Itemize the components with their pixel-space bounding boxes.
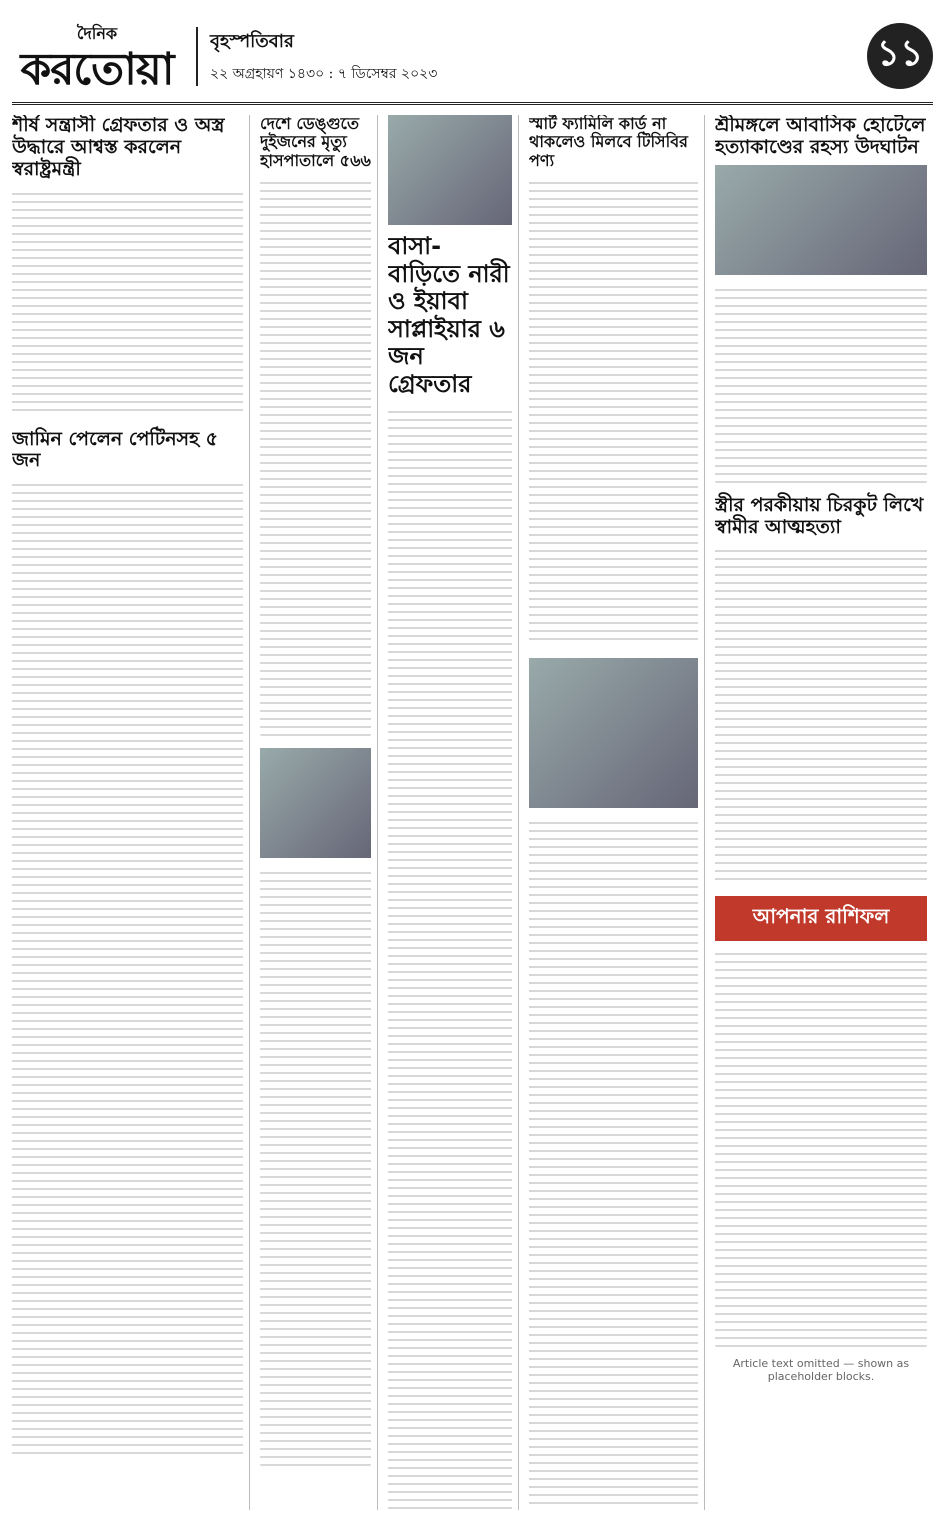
story [715, 495, 927, 885]
story-headline: জামিন পেলেন পেটিনসহ ৫ জন [12, 427, 219, 472]
story-headline: স্মার্ট ফ্যামিলি কার্ড না থাকলেও মিলবে টিসিবির পণ্য [529, 115, 688, 170]
story [388, 233, 512, 1510]
portrait-photo [715, 165, 927, 275]
masthead [12, 10, 933, 105]
story-body-placeholder [260, 866, 371, 1466]
story-body-placeholder [12, 187, 243, 417]
story-headline: শীর্ষ সন্ত্রাসী গ্রেফতার ও অস্ত্র উদ্ধারে আশ্বস্ত করলেন স্বরাষ্ট্রমন্ত্রী [12, 115, 225, 180]
story-body-placeholder [529, 176, 698, 646]
story-headline: দেশে ডেঙ্গুতে দুইজনের মৃত্যু হাসপাতালে ৫৬৬ [260, 115, 371, 170]
story [715, 115, 927, 483]
story-body-placeholder [529, 816, 698, 1510]
suspects-photo-strip [388, 115, 512, 225]
story-headline: বাসা-বাড়িতে নারী ও ইয়াবা সাপ্লাইয়ার ৬ জন গ্রেফতার [388, 232, 510, 398]
content-columns [12, 115, 933, 1510]
logo-small-text: দৈনিক [76, 23, 118, 43]
seized-goods-photo [529, 658, 698, 808]
newspaper-logo [12, 21, 182, 95]
story [12, 429, 243, 1459]
column-5 [715, 115, 933, 1510]
column-4 [529, 115, 705, 1510]
omission-note: Article text omitted — shown as placeholder blocks. [732, 1357, 910, 1384]
column-center [388, 115, 519, 1510]
page-number-badge: ১১ [867, 23, 933, 89]
column-1 [12, 115, 250, 1510]
story-body-placeholder [388, 405, 512, 1510]
story-body-placeholder [260, 176, 371, 736]
logo-big-text: করতোয়া [20, 43, 174, 95]
issue-date: ২২ অগ্রহায়ণ ১৪৩০ : ৭ ডিসেম্বর ২০২৩ [210, 65, 438, 82]
column-2 [260, 115, 378, 1510]
dateline [196, 27, 437, 86]
story-body-placeholder [12, 478, 243, 1458]
weekday: বৃহস্পতিবার [210, 30, 294, 52]
horoscope-placeholder [715, 947, 927, 1347]
story [529, 115, 698, 646]
story-body-placeholder [715, 283, 927, 483]
story-headline: শ্রীমঙ্গলে আবাসিক হোটেলে হত্যাকাণ্ডের রহস্য উদঘাটন [715, 115, 926, 158]
story-body-placeholder [715, 544, 927, 884]
story [260, 115, 371, 736]
story [12, 115, 243, 417]
horoscope-banner: আপনার রাশিফল [715, 896, 927, 941]
portrait-photo [260, 748, 371, 858]
story-headline: স্ত্রীর পরকীয়ায় চিরকুট লিখে স্বামীর আত্মহত্যা [715, 493, 924, 538]
